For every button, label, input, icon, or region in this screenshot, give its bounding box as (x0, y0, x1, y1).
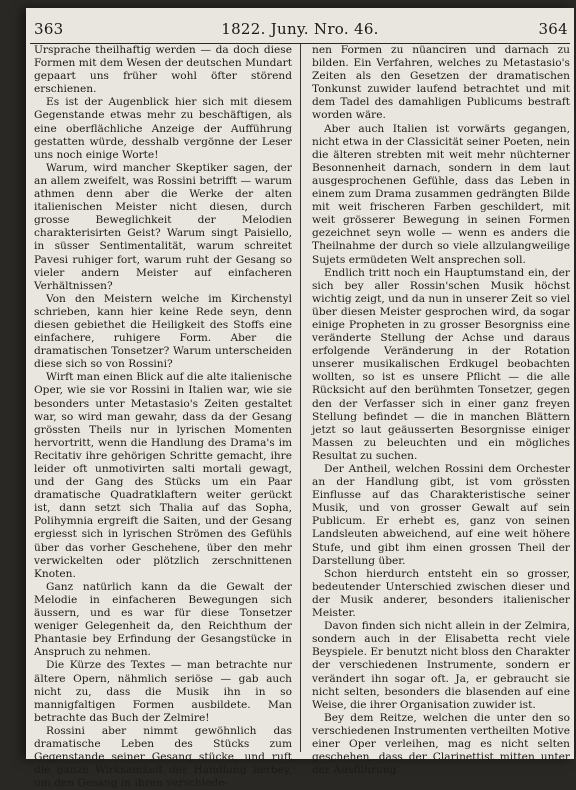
paragraph: Davon finden sich nicht allein in der Zelmira, sondern auch in der Elisabetta recht viele Beyspiele. Er benutzt nicht bloss den Charakter der verschiedenen Instrumente, sondern er verändert ihn sogar oft. Ja, er gebraucht sie nicht selten, besonders die blasenden auf eine Weise, die ihrer Organisation zuwider ist. (312, 620, 570, 711)
paragraph: Es ist der Augenblick hier sich mit diesem Gegenstande etwas mehr zu beschäftigen, als eine oberflächliche Anzeige der Aufführung gestatten würde, desshalb vergönne der Leser uns noch einige Worte! (34, 96, 292, 161)
paragraph: Wirft man einen Blick auf die alte italienische Oper, wie sie vor Rossini in Italien war, wie sie besonders unter Metastasio's Zeiten gestaltet war, so wird man gewahr, dass da der Gesang grössten Theils nur in lyrischen Momenten hervortritt, wenn die Handlung des Drama's im Recitativ ihre gehörigen Schritte gemacht, ihre leider oft unmotivirten salti mortali gewagt, und der Gang des Stücks um ein Paar dramatische Quadratklaftern weiter gerückt ist, dann setzt sich Thalia auf das Sopha, Polihymnia ergreift die Saiten, und der Gesang ergiesst sich in lyrischen Strömen des Gefühls über das vorher Geschehene, über den mehr verwickelten oder plötzlich zerschnittenen Knoten. (34, 371, 292, 580)
column-divider (300, 44, 301, 752)
paragraph: Der Antheil, welchen Rossini dem Orchester an der Handlung gibt, ist vom grössten Einflusse auf das Charakteristische seiner Musik, und von grosser Gewalt auf sein Publicum. Er erhebt es, ganz von seinen Landsleuten abweichend, auf eine weit höhere Stufe, und gibt ihm einen grossen Theil der Darstellung über. (312, 463, 570, 567)
book-page (26, 8, 574, 790)
paragraph: Aber auch Italien ist vorwärts gegangen, nicht etwa in der Classicität seiner Poeten, nein die älteren strebten mit weit mehr nüchterner Besonnenheit darnach, sondern in dem laut ausgesprochenen Gefühle, dass das Leben in einem zum Drama zusammen gedrängten Bilde mit weit frischeren Farben geschildert, mit weit grösserer Bewegung in seinen Formen gezeichnet seyn wolle — wenn es anders die Theilnahme der durch so viele allzulangweilige Sujets ermüdeten Welt ansprechen soll. (312, 122, 570, 266)
paragraph: Die Kürze des Textes — man betrachte nur ältere Opern, nähmlich seriöse — gab auch nicht zu, dass die Musik ihn in so mannigfaltigen Formen ausbildete. Man betrachte das Buch der Zelmire! (34, 659, 292, 724)
paragraph: Schon hierdurch entsteht ein so grosser, bedeutender Unterschied zwischen dieser und der Musik anderer, besonders italienischer Meister. (312, 567, 570, 620)
page-number-right: 364 (538, 20, 568, 38)
paragraph: Bey dem Reitze, welchen die unter den so verschiedenen Instrumenten vertheilten Motive einer Oper verleihen, mag es nicht selten geschehen, dass der Clarinettist mitten unter der Ausführung (312, 711, 570, 777)
paragraph: Rossini aber nimmt gewöhnlich das dramatische Leben des Stücks zum Gegenstande seiner Gesang stücke, und ruft die ganze Wirksamkeit der Handlung herbey, um den Gesang in ihren verschiede- (34, 724, 292, 790)
paragraph: nen Formen zu nüanciren und darnach zu bilden. Ein Verfahren, welches zu Metastasio's Zeiten als den Gesetzen der dramatischen Tonkunst zuwider laufend betrachtet und mit dem Tadel des damahligen Publicums bestraft worden wäre. (312, 44, 570, 122)
page-number-left: 363 (34, 20, 64, 38)
paragraph: Ursprache theilhaftig werden — da doch diese Formen mit dem Wesen der deutschen Mundart gepaart uns früher wohl öfter störend erschienen. (34, 44, 292, 96)
paragraph: Von den Meistern welche im Kirchenstyl schrieben, kann hier keine Rede seyn, denn diesen gebiethet die Heiligkeit des Stoffs eine einfachere, ruhigere Form. Aber die dramatischen Tonsetzer? Warum unterscheiden diese sich so von Rossini? (34, 292, 292, 371)
paragraph: Warum, wird mancher Skeptiker sagen, der an allem zweifelt, was Rossini betrifft — warum athmen denn aber die Werke der alten italienischen Meister nicht diesen, durch grosse Beweglichkeit der Melodien charakterisirten Geist? Warum singt Paisiello, in süsser Sentimentalität, warum schreitet Pavesi ruhiger fort, warum ruht der Gesang so vieler andern Meister auf einfacheren Verhältnissen? (34, 161, 292, 292)
page-header (26, 20, 574, 40)
paragraph: Endlich tritt noch ein Hauptumstand ein, der sich bey aller Rossin'schen Musik höchst wichtig zeigt, und da nun in unserer Zeit so viel über diesen Meister gesprochen wird, da sogar einige Propheten in zu grosser Besorgniss eine veränderte Stellung der Achse und daraus erfolgende Veränderung in der Rotation unserer musikalischen Erdkugel beobachten wollten, so ist es unsere Pflicht — die alle Rücksicht auf den berühmten Tonsetzer, gegen den der Verfasser sich in einer ganz freyen Stellung befindet — die in manchen Blättern jetzt so laut geäusserten Besorgnisse einiger Massen zu beleuchten und ein mögliches Resultat zu suchen. (312, 266, 570, 462)
issue-date-header: 1822. Juny. Nro. 46. (221, 20, 379, 38)
paragraph: Ganz natürlich kann da die Gewalt der Melodie in einfacheren Bewegungen sich äussern, und es war für diese Tonsetzer weniger Gelegenheit da, den Reichthum der Phantasie bey Erfindung der Gesangstücke in Anspruch zu nehmen. (34, 580, 292, 659)
text-column-left (34, 44, 292, 790)
text-column-right (312, 44, 570, 777)
